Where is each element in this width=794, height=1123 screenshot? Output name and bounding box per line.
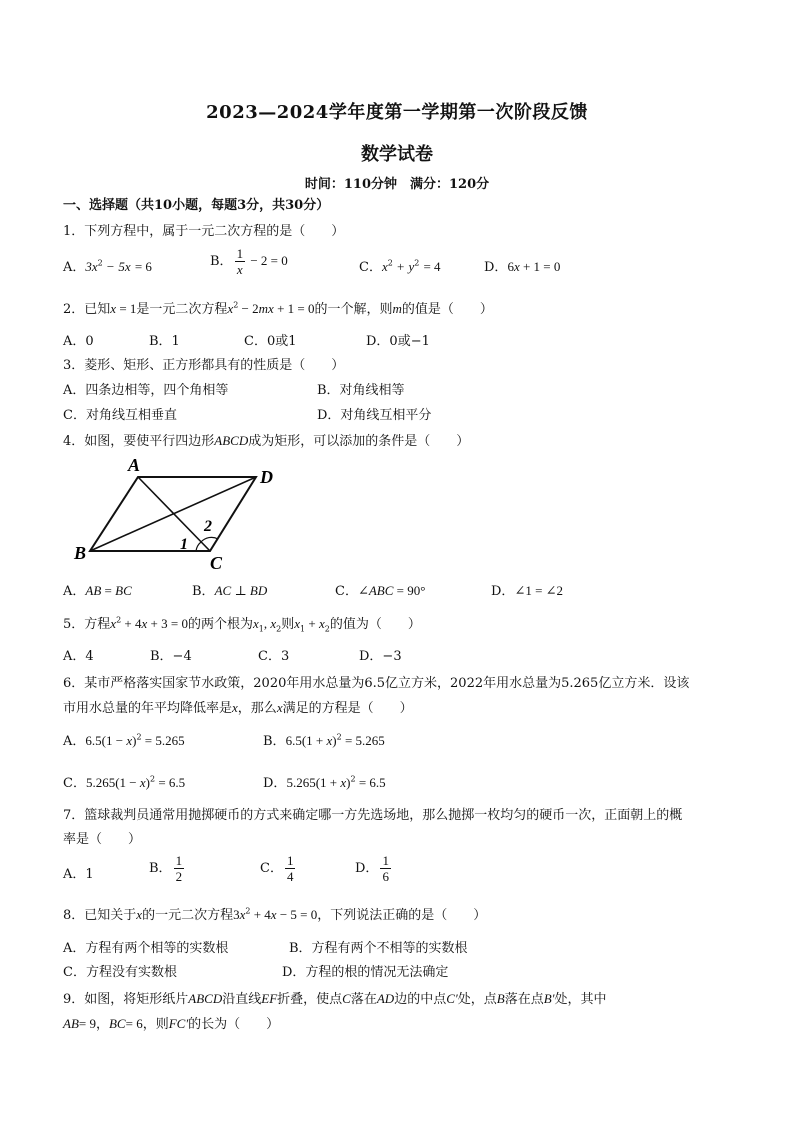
q7-d-label: D．	[355, 861, 379, 876]
q5-stem-mid2: 则	[281, 617, 295, 632]
q3-stem: 3．菱形、矩形、正方形都具有的性质是（ ）	[63, 358, 345, 373]
q6-stem-line2-pre: 市用水总量的年平均降低率是	[63, 701, 233, 716]
q9-l1-t4: 边的中点	[394, 992, 447, 1007]
q4-a-label: A．	[63, 584, 86, 599]
q4-c-label: C．	[335, 584, 358, 599]
q4-label-D: D	[260, 467, 273, 487]
q4-label-C: C	[210, 553, 223, 573]
q9-stem-line2	[63, 1015, 279, 1034]
q8-stem-mid: 的一元二次方程	[142, 908, 234, 923]
q8-stem-pre: 8．已知关于	[63, 908, 137, 923]
q5-option-d: D．−3	[359, 649, 402, 664]
q2-stem: 2．已知x = 1是一元二次方程$x^2 - 2mx + 1 = 0$的一个解，则m的值是（ ）	[63, 300, 493, 317]
q1-option-a: A．$3x^2 - 5x = 6$	[63, 258, 152, 275]
q4-label-A: A	[128, 455, 141, 475]
q4-stem-var: ABCD	[214, 433, 249, 448]
q7-d-denominator: 6	[382, 869, 389, 884]
q4-label-angle2: 2	[204, 518, 212, 535]
q6-stem-line2-post: 满足的方程是（ ）	[282, 701, 413, 716]
q9-l1-t6: 落在点	[504, 992, 544, 1007]
q8-option-a: A．方程有两个相等的实数根	[63, 941, 229, 956]
q1-option-b: B． $\frac{1}{x}$ − 2 = 0	[210, 246, 288, 277]
q1-stem: 1．下列方程中，属于一元二次方程的是（ ）	[63, 224, 345, 239]
q3-option-d: D．对角线互相平分	[317, 408, 432, 423]
q2-stem-mid1: 是一元二次方程	[136, 302, 228, 317]
q1-option-d: D．6x + 1 = 0	[484, 259, 561, 275]
q4-label-B: B	[74, 543, 87, 563]
q6-option-d: D．$5.265(1 + x)^2 = 6.5$	[263, 774, 386, 791]
q1-b-label: B．	[210, 254, 233, 269]
q4-stem-pre: 4．如图，要使平行四边形	[63, 434, 215, 449]
q7-option-d	[355, 853, 393, 884]
q7-stem-line2: 率是（ ）	[63, 832, 142, 847]
q9-l1-v2: EF	[261, 991, 278, 1006]
q5-option-c: C．3	[258, 649, 290, 664]
exam-time-info: 时间：110分钟 满分：120分	[304, 177, 490, 192]
q7-c-label: C．	[260, 861, 283, 876]
q9-l2-v2: BC	[108, 1016, 126, 1031]
q8-option-d: D．方程的根的情况无法确定	[282, 965, 449, 980]
q9-l2-t3: 的长为（ ）	[188, 1017, 280, 1032]
q4-option-c: C．∠ABC = 90°	[335, 583, 426, 599]
q8-stem: 8．已知关于x的一元二次方程$3x^2 + 4x - 5 = 0$，下列说法正确的是（ ）	[63, 906, 487, 923]
q1-c-label: C．	[359, 260, 382, 275]
q9-l1-v6: B	[496, 991, 505, 1006]
q2-stem-post: 的值是（ ）	[401, 302, 493, 317]
q5-stem: 5．方程$x^2 + 4x + 3 = 0$的两个根为$x_1$, $x_2$则$x_1 + x_2$的值为（ ）	[63, 615, 421, 634]
q6-stem-line1: 6．某市严格落实国家节水政策，2020年用水总量为6.5亿立方米，2022年用水总量为5.265亿立方米．设该	[63, 676, 690, 691]
q6-option-b: B．$6.5(1 + x)^2 = 5.265$	[263, 732, 385, 749]
q6-stem-line2: 市用水总量的年平均降低率是x，那么x满足的方程是（ ）	[63, 700, 413, 716]
q5-stem-mid: 的两个根为	[187, 617, 253, 632]
q1-option-c: C．$x^2 + y^2 = 4$	[359, 258, 441, 275]
q3-option-b: B．对角线相等	[317, 383, 405, 398]
q2-option-d: D．0或−1	[366, 334, 430, 349]
q7-d-numerator: 1	[382, 853, 389, 868]
q2-stem-mid2: 的一个解，则	[314, 302, 393, 317]
q4-option-d: D．∠1 = ∠2	[491, 583, 564, 599]
exam-title: 2023—2024学年度第一学期第一次阶段反馈	[206, 102, 588, 123]
q6-option-c: C．$5.265(1 - x)^2 = 6.5$	[63, 774, 186, 791]
q5-stem-post: 的值为（ ）	[329, 617, 421, 632]
q2-option-a: A．0	[63, 334, 94, 349]
q9-l1-v5: C′	[446, 991, 458, 1006]
q9-stem-line1	[63, 990, 607, 1009]
q3-option-a: A．四条边相等，四个角相等	[63, 383, 229, 398]
q6-d-label: D．	[263, 776, 287, 791]
q6-stem-line2-mid: ，那么	[237, 701, 277, 716]
q9-l1-v3: C	[342, 991, 351, 1006]
q9-l1-t5: 处，点	[457, 992, 497, 1007]
q4-option-b: B．AC ⊥ BD	[192, 583, 268, 599]
q8-option-b: B．方程有两个不相等的实数根	[289, 941, 468, 956]
q2-stem-pre: 2．已知	[63, 302, 111, 317]
q5-option-a: A．4	[63, 649, 94, 664]
q8-option-c: C．方程没有实数根	[63, 965, 177, 980]
q6-b-label: B．	[263, 734, 286, 749]
q4-parallelogram-figure	[70, 455, 290, 575]
q7-b-label: B．	[149, 861, 172, 876]
exam-subject: 数学试卷	[361, 144, 433, 165]
q4-option-a: A．AB = BC	[63, 583, 132, 599]
q3-option-c: C．对角线互相垂直	[63, 408, 177, 423]
q9-l1-v1: ABCD	[188, 991, 223, 1006]
q2-option-c: C．0或1	[244, 334, 297, 349]
q7-option-c	[260, 853, 297, 884]
q6-a-label: A．	[63, 734, 86, 749]
q9-l1-t1: 沿直线	[222, 992, 262, 1007]
q7-c-denominator: 4	[286, 869, 294, 884]
q9-l1-t3: 落在	[350, 992, 377, 1007]
q2-option-b: B．1	[149, 334, 180, 349]
q6-option-a: A．$6.5(1 - x)^2 = 5.265$	[63, 732, 185, 749]
q5-stem-pre: 5．方程	[63, 617, 111, 632]
q9-l2-t2: = 6，则	[125, 1016, 169, 1031]
q4-angle1-arc	[196, 542, 201, 551]
q8-stem-post: ，下列说法正确的是（ ）	[317, 908, 487, 923]
q9-l2-v3: FC′	[168, 1016, 189, 1031]
section-heading: 一、选择题（共10小题，每题3分，共30分）	[63, 198, 330, 213]
q9-l1-v4: AD	[376, 991, 395, 1006]
q7-stem-line1: 7．篮球裁判员通常用抛掷硬币的方式来确定哪一方先选场地，那么抛掷一枚均匀的硬币一次，正面朝上的概	[63, 808, 683, 823]
q4-stem-post: 成为矩形，可以添加的条件是（ ）	[248, 434, 470, 449]
q7-option-b	[149, 853, 186, 884]
q5-option-b: B．−4	[150, 649, 192, 664]
q7-c-numerator: 1	[286, 853, 294, 868]
q9-l1-t2: 折叠，使点	[277, 992, 343, 1007]
q9-l1-t7: 处，其中	[554, 992, 607, 1007]
q9-l1-pre: 9．如图，将矩形纸片	[63, 992, 189, 1007]
q4-d-label: D．	[491, 584, 515, 599]
q7-option-a: A．1	[63, 867, 94, 882]
q7-b-denominator: 2	[175, 869, 183, 884]
q6-c-label: C．	[63, 776, 86, 791]
q1-d-label: D．	[484, 260, 508, 275]
q9-l2-v1: AB	[63, 1016, 79, 1031]
q9-l1-v7: B′	[543, 991, 555, 1006]
q4-label-angle1: 1	[180, 536, 188, 553]
q7-b-numerator: 1	[175, 853, 183, 868]
q1-a-label: A．	[63, 260, 86, 275]
q9-l2-t1: = 9，	[78, 1016, 109, 1031]
q4-stem	[63, 432, 469, 451]
q4-b-label: B．	[192, 584, 215, 599]
